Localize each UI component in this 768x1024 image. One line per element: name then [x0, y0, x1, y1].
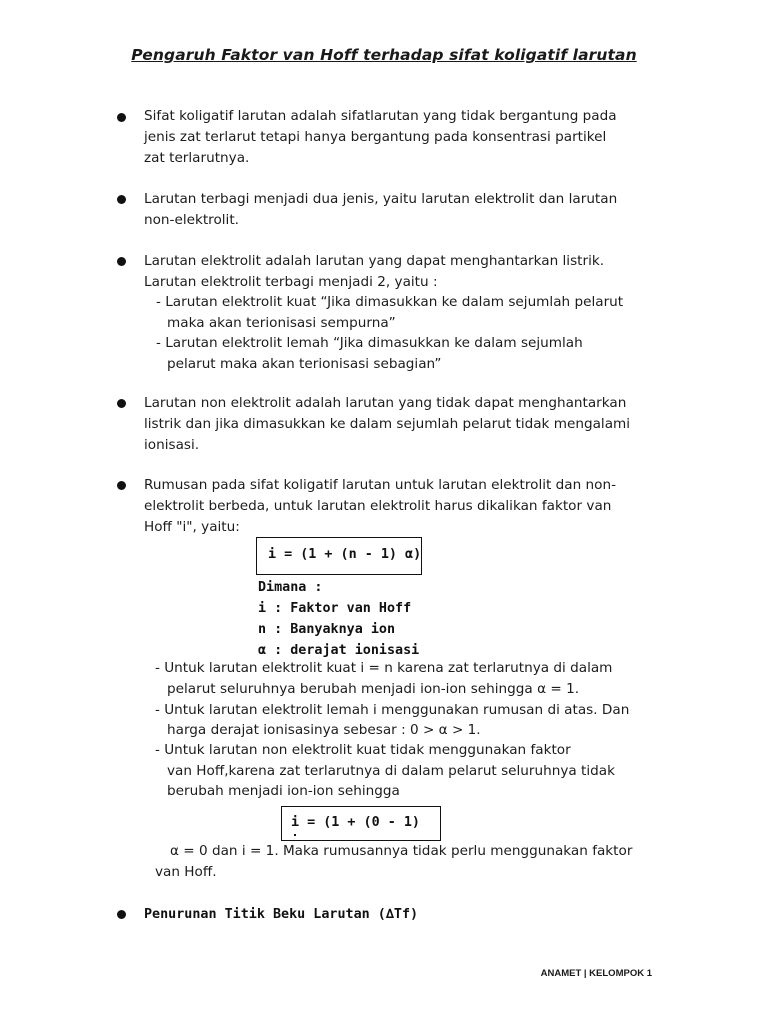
sub-item-line: maka akan terionisasi sempurna”	[167, 315, 396, 331]
sub-item-line: pelarut maka akan terionisasi sebagian”	[167, 356, 442, 372]
bullet2-line: Larutan terbagi menjadi dua jenis, yaitu larutan elektrolit dan larutan	[144, 191, 618, 207]
bullet5-line: elektrolit berbeda, untuk larutan elektrolit harus dikalikan faktor van	[144, 498, 612, 514]
legend-line: n : Banyaknya ion	[258, 622, 396, 637]
sub-item-line: - Larutan elektrolit kuat “Jika dimasukkan ke dalam sejumlah pelarut	[156, 294, 624, 310]
bullet1-line: zat terlarutnya.	[144, 150, 250, 166]
bullet3-line: Larutan elektrolit adalah larutan yang dapat menghantarkan listrik.	[144, 253, 605, 269]
note-line: - Untuk larutan elektrolit lemah i menggunakan rumusan di atas. Dan	[155, 702, 630, 718]
bullet1-line: Sifat koligatif larutan adalah sifatlarutan yang tidak bergantung pada	[144, 108, 617, 124]
bullet-dot	[117, 257, 126, 266]
bullet-dot	[117, 910, 126, 919]
sub-item-line: - Larutan elektrolit lemah “Jika dimasukkan ke dalam sejumlah	[156, 335, 583, 351]
bullet5-line: Hoff "i", yaitu:	[144, 519, 240, 535]
formula-vanhoff: i = (1 + (n - 1) α)	[268, 547, 422, 562]
bullet2-line: non-elektrolit.	[144, 212, 239, 228]
note-line: van Hoff,karena zat terlarutnya di dalam pelarut seluruhnya tidak	[167, 763, 615, 779]
note-line: - Untuk larutan elektrolit kuat i = n karena zat terlarutnya di dalam	[155, 660, 613, 676]
formula-dot	[294, 834, 296, 836]
bullet-dot	[117, 195, 126, 204]
bullet4-line: Larutan non elektrolit adalah larutan yang tidak dapat menghantarkan	[144, 395, 627, 411]
bullet-dot	[117, 481, 126, 490]
legend-line: i : Faktor van Hoff	[258, 601, 412, 616]
bullet-dot	[117, 399, 126, 408]
bullet1-line: jenis zat terlarut tetapi hanya bergantung pada konsentrasi partikel	[144, 129, 607, 145]
bullet-dot	[117, 113, 126, 122]
bullet5-line: Rumusan pada sifat koligatif larutan untuk larutan elektrolit dan non-	[144, 477, 617, 493]
page-footer: ANAMET | KELOMPOK 1	[540, 968, 652, 979]
formula-nonelectrolyte: i = (1 + (0 - 1)	[291, 815, 420, 830]
note-line: α = 0 dan i = 1. Maka rumusannya tidak perlu menggunakan faktor	[170, 843, 633, 859]
section-heading: Penurunan Titik Beku Larutan (∆Tf)	[144, 907, 419, 922]
note-line: - Untuk larutan non elektrolit kuat tidak menggunakan faktor	[155, 742, 571, 758]
note-line: pelarut seluruhnya berubah menjadi ion-ion sehingga α = 1.	[167, 681, 580, 697]
page-title: Pengaruh Faktor van Hoff terhadap sifat koligatif larutan	[131, 46, 637, 64]
legend-line: Dimana :	[258, 580, 323, 595]
bullet4-line: ionisasi.	[144, 437, 200, 453]
bullet3-line: Larutan elektrolit terbagi menjadi 2, yaitu :	[144, 274, 438, 290]
note-line: van Hoff.	[155, 864, 217, 880]
bullet4-line: listrik dan jika dimasukkan ke dalam sejumlah pelarut tidak mengalami	[144, 416, 631, 432]
note-line: berubah menjadi ion-ion sehingga	[167, 783, 400, 799]
legend-line: α : derajat ionisasi	[258, 643, 420, 658]
note-line: harga derajat ionisasinya sebesar : 0 > α > 1.	[167, 722, 481, 738]
